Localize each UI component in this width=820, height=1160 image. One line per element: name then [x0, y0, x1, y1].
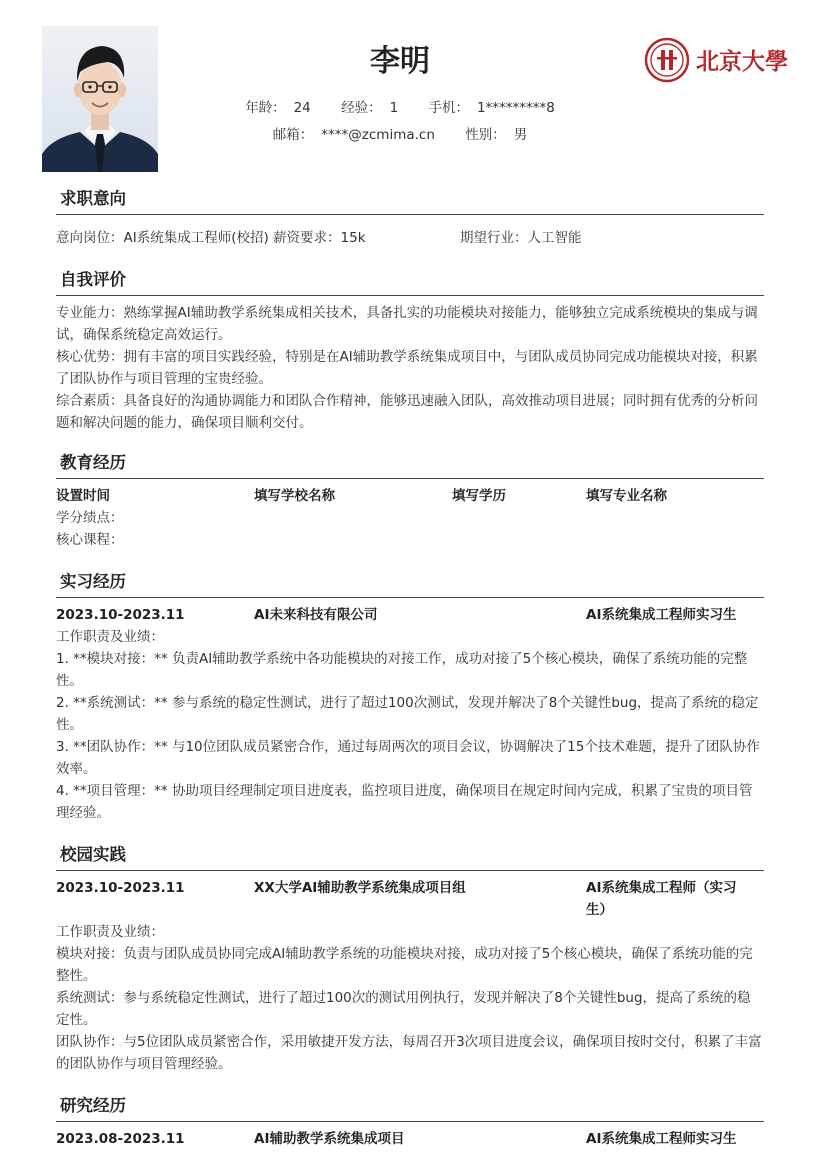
- campus-practice-time: 2023.10-2023.11: [56, 880, 185, 896]
- research-role: AI系统集成工程师实习生: [586, 1131, 737, 1147]
- intended-position: 意向岗位：AI系统集成工程师(校招) 薪资要求：15k: [56, 230, 366, 246]
- internship-title: 实习经历: [56, 569, 764, 598]
- basic-info-line-1: [160, 96, 640, 116]
- core-courses-label: 核心课程：: [56, 532, 124, 548]
- basic-info-line-2: [160, 123, 640, 143]
- research-header-row: [56, 1128, 764, 1150]
- email-value: ****@zcmima.cn: [321, 127, 435, 143]
- internship-section: [56, 569, 764, 824]
- research-title: 研究经历: [56, 1093, 764, 1122]
- education-degree: 填写学历: [452, 488, 506, 504]
- email-field: [273, 127, 435, 143]
- internship-duty-item: 1. **模块对接：** 负责AI辅助教学系统中各功能模块的对接工作，成功对接了5个核心模块，确保了系统功能的完整性。: [56, 651, 748, 689]
- education-section: [56, 450, 764, 551]
- internship-time: 2023.10-2023.11: [56, 607, 185, 623]
- gender-value: 男: [513, 127, 528, 143]
- internship-duty-item: 3. **团队协作：** 与10位团队成员紧密合作，通过每周两次的项目会议，协调解决了15个技术难题，提升了团队协作效率。: [56, 739, 760, 777]
- job-intent-section: [56, 186, 764, 249]
- university-logo: [644, 37, 794, 83]
- email-label: 邮箱：: [272, 127, 314, 143]
- phone-label: 手机：: [428, 100, 469, 116]
- job-intent-title: 求职意向: [56, 186, 764, 215]
- education-time: 设置时间: [56, 488, 110, 504]
- research-time: 2023.08-2023.11: [56, 1131, 185, 1147]
- self-evaluation-paragraph: 专业能力：熟练掌握AI辅助教学系统集成相关技术，具备扎实的功能模块对接能力，能够独立完成系统模块的集成与调试，确保系统稳定高效运行。: [56, 305, 758, 343]
- candidate-name: 李明: [370, 44, 430, 79]
- education-header-row: [56, 485, 764, 507]
- experience-value: 1: [389, 100, 399, 116]
- education-title: 教育经历: [56, 450, 764, 479]
- internship-header-row: [56, 604, 764, 626]
- age-label: 年龄：: [245, 100, 286, 116]
- campus-duty-item: 团队协作：与5位团队成员紧密合作，采用敏捷开发方法，每周召开3次项目进度会议，确保项目按时交付，积累了丰富的团队协作与项目管理经验。: [56, 1034, 762, 1072]
- job-intent-row: [56, 227, 764, 249]
- portrait-image: [42, 26, 158, 172]
- phone-value: 1*********8: [476, 100, 555, 116]
- self-evaluation-title: 自我评价: [56, 267, 764, 296]
- university-seal-icon: [644, 37, 794, 83]
- internship-company: AI未来科技有限公司: [254, 607, 378, 623]
- campus-duty-item: 模块对接：负责与团队成员协同完成AI辅助教学系统的功能模块对接，成功对接了5个核心模块，确保了系统功能的完整性。: [56, 946, 753, 984]
- phone-field: [428, 100, 554, 116]
- education-school: 填写学校名称: [254, 488, 335, 504]
- internship-duty-label: 工作职责及业绩：: [56, 629, 164, 645]
- campus-practice-title: 校园实践: [56, 842, 764, 871]
- gender-label: 性别：: [465, 127, 506, 143]
- campus-practice-header-row: [56, 877, 764, 921]
- research-project: AI辅助教学系统集成项目: [254, 1131, 405, 1147]
- experience-label: 经验：: [341, 100, 382, 116]
- campus-practice-org: XX大学AI辅助教学系统集成项目组: [254, 880, 466, 896]
- internship-role: AI系统集成工程师实习生: [586, 607, 737, 623]
- campus-duty-label: 工作职责及业绩：: [56, 924, 164, 940]
- self-evaluation-paragraph: 综合素质：具备良好的沟通协调能力和团队合作精神，能够迅速融入团队，高效推动项目进展；同时拥有优秀的分析问题和解决问题的能力，确保项目顺利交付。: [56, 393, 758, 431]
- self-evaluation-section: [56, 267, 764, 434]
- research-section: [56, 1093, 764, 1150]
- campus-duty-item: 系统测试：参与系统稳定性测试，进行了超过100次的测试用例执行，发现并解决了8个关键性bug，提高了系统的稳定性。: [56, 990, 751, 1028]
- experience-field: [341, 100, 398, 116]
- age-field: [245, 100, 311, 116]
- university-name-text: 北京大學: [696, 48, 788, 75]
- self-evaluation-paragraph: 核心优势：拥有丰富的项目实践经验，特别是在AI辅助教学系统集成项目中，与团队成员协同完成功能模块对接，积累了团队协作与项目管理的宝贵经验。: [56, 349, 758, 387]
- profile-photo: [42, 26, 158, 172]
- campus-practice-section: [56, 842, 764, 1075]
- age-value: 24: [293, 100, 311, 116]
- education-major: 填写专业名称: [586, 488, 667, 504]
- campus-practice-role: AI系统集成工程师（实习生）: [586, 880, 737, 918]
- internship-duty-item: 4. **项目管理：** 协助项目经理制定项目进度表，监控项目进度，确保项目在规定时间内完成，积累了宝贵的项目管理经验。: [56, 783, 753, 821]
- intended-industry: 期望行业：人工智能: [460, 230, 582, 246]
- gpa-label: 学分绩点：: [56, 510, 124, 526]
- internship-duty-item: 2. **系统测试：** 参与系统的稳定性测试，进行了超过100次测试，发现并解决了8个关键性bug，提高了系统的稳定性。: [56, 695, 759, 733]
- gender-field: [465, 127, 527, 143]
